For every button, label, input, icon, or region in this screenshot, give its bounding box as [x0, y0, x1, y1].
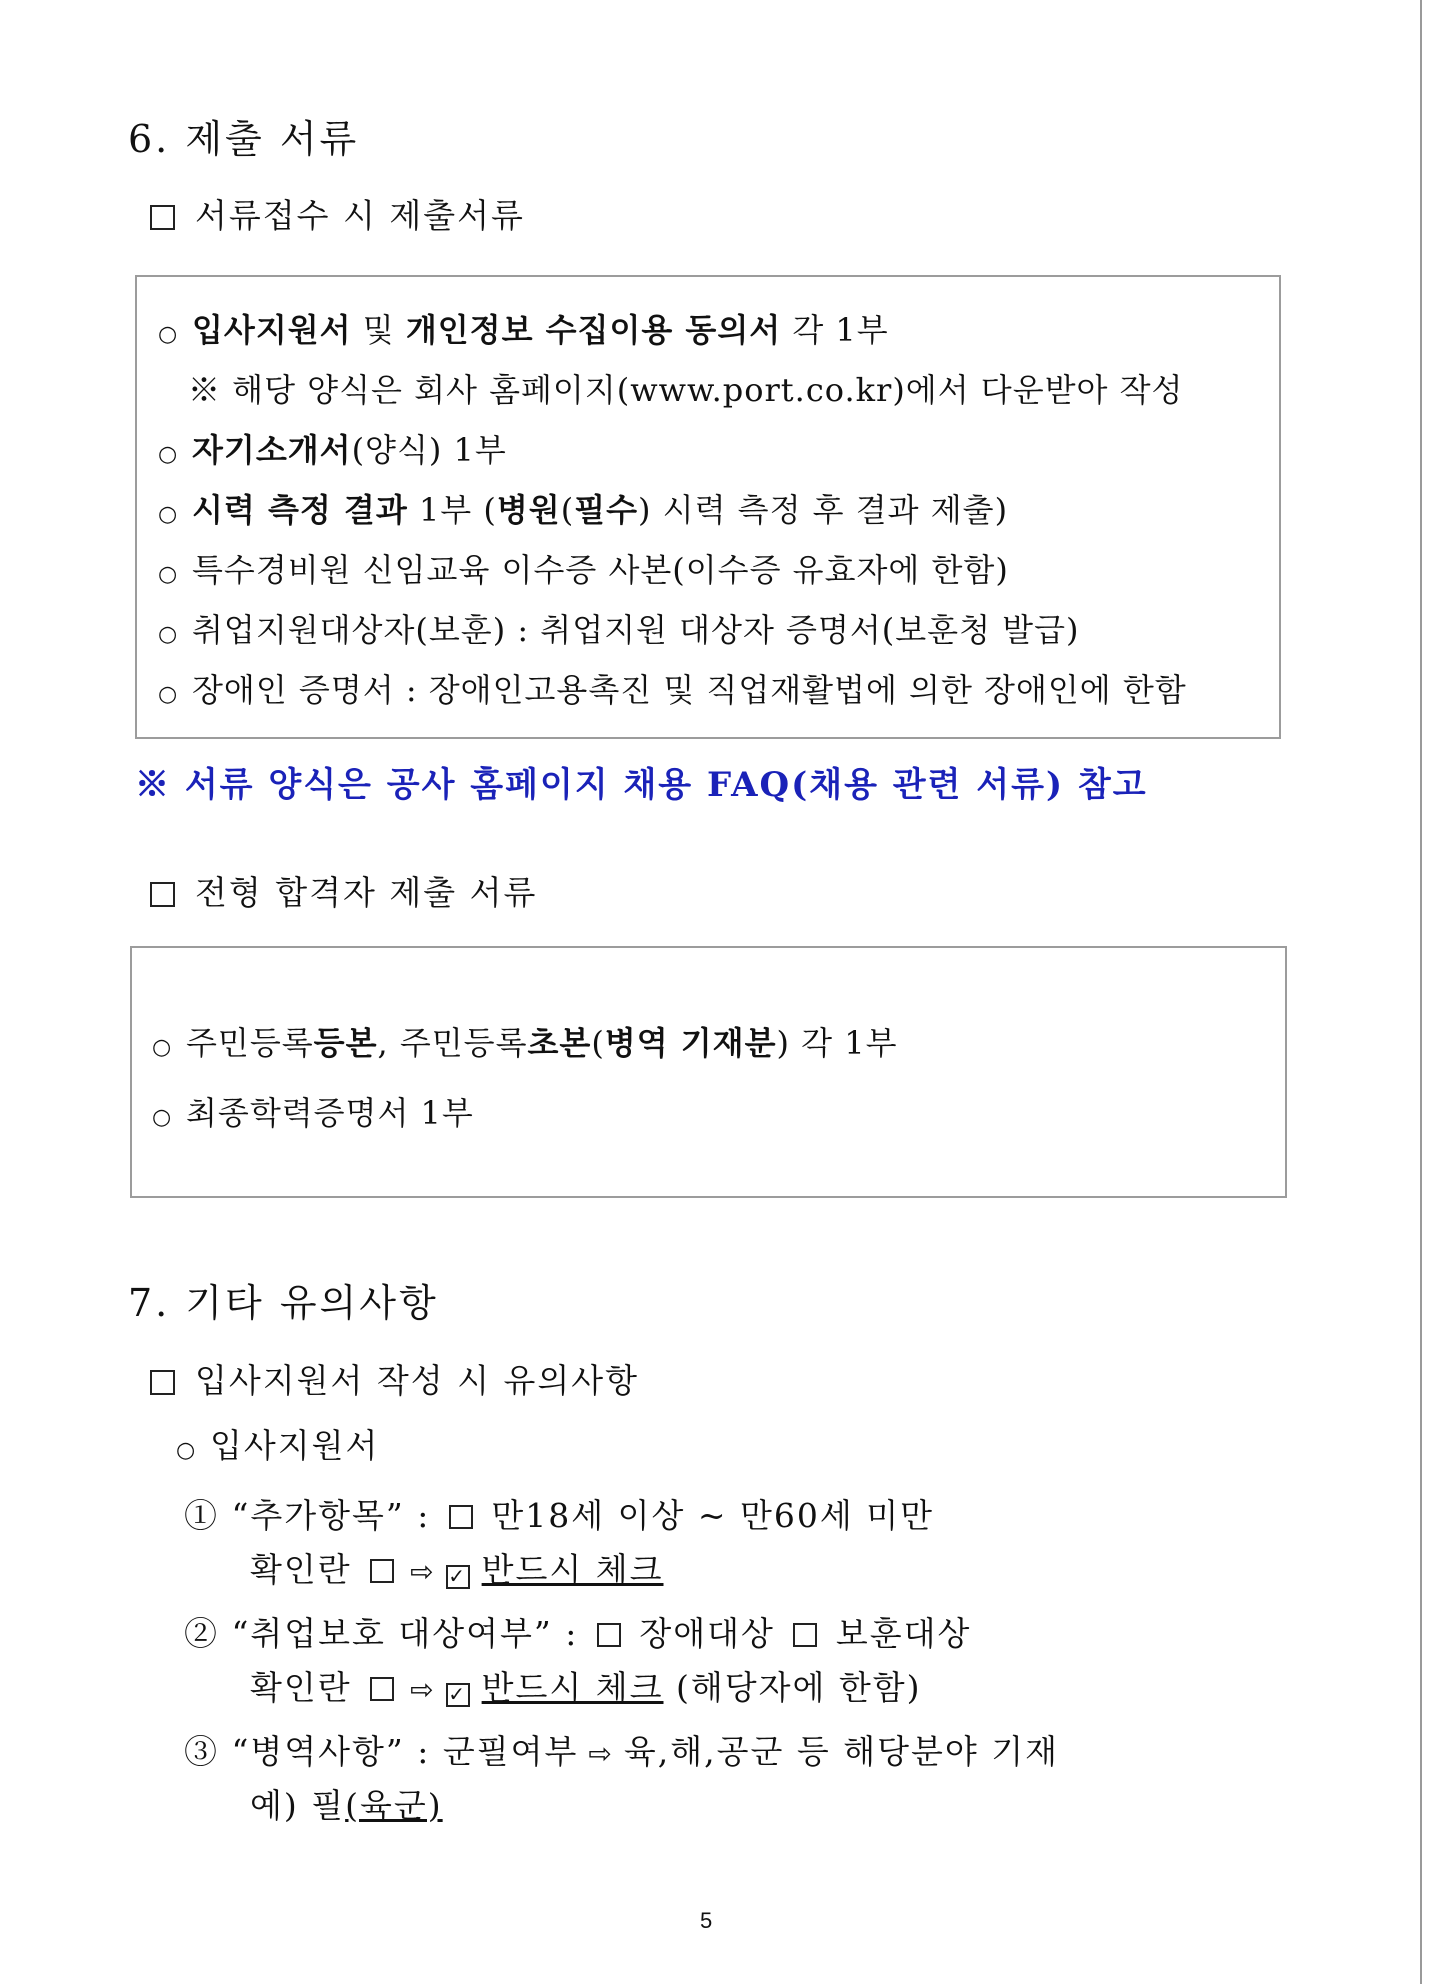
- section7-item: ○ 입사지원서: [176, 1426, 380, 1465]
- bullet-icon: ○: [158, 622, 179, 647]
- section6-sub1: 서류접수 시 제출서류: [150, 190, 525, 237]
- checked-checkbox-icon: ✓: [446, 1683, 470, 1707]
- section6-sub2: 전형 합격자 제출 서류: [150, 867, 537, 914]
- bullet-icon: ○: [158, 502, 179, 527]
- arrow-icon: ⇨: [410, 1673, 436, 1706]
- form-note: ※ 서류 양식은 공사 홈페이지 채용 FAQ(채용 관련 서류) 참고: [135, 765, 1148, 805]
- note-3-example: 예) 필(육군): [250, 1786, 443, 1825]
- checkbox-icon: [597, 1623, 621, 1647]
- note-2-confirm: 확인란 ⇨ ✓ 반드시 체크 (해당자에 한함): [250, 1668, 922, 1707]
- section7-sub1: 입사지원서 작성 시 유의사항: [150, 1355, 639, 1402]
- section7-title: 7. 기타 유의사항: [128, 1281, 439, 1325]
- box2-line2: ○ 최종학력증명서 1부: [152, 1094, 474, 1132]
- bullet-icon: ○: [158, 322, 179, 347]
- bullet-icon: ○: [176, 1438, 198, 1463]
- box1-line4: ○ 시력 측정 결과 1부 (병원(필수) 시력 측정 후 결과 제출): [158, 491, 1009, 529]
- square-icon: [150, 882, 175, 907]
- box1-line1: ○ 입사지원서 및 개인정보 수집이용 동의서 각 1부: [158, 311, 889, 349]
- box1-line6: ○ 취업지원대상자(보훈) : 취업지원 대상자 증명서(보훈청 발급): [158, 611, 1080, 649]
- bullet-icon: ○: [158, 562, 179, 587]
- checkbox-icon: [370, 1559, 394, 1583]
- checkbox-icon: [370, 1677, 394, 1701]
- square-icon: [150, 1370, 175, 1395]
- bullet-icon: ○: [152, 1035, 173, 1060]
- box2-line1: ○ 주민등록등본, 주민등록초본(병역 기재분) 각 1부: [152, 1024, 898, 1062]
- box1-line5: ○ 특수경비원 신임교육 이수증 사본(이수증 유효자에 한함): [158, 551, 1009, 589]
- note-1: ① “추가항목” : 만18세 이상 ~ 만60세 미만: [184, 1496, 934, 1535]
- section6-title: 6. 제출 서류: [128, 117, 360, 161]
- box1-line2: ※ 해당 양식은 회사 홈페이지(www.port.co.kr)에서 다운받아 작성: [188, 371, 1184, 409]
- bullet-icon: ○: [158, 682, 179, 707]
- arrow-icon: ⇨: [410, 1555, 436, 1588]
- box1-line3: ○ 자기소개서(양식) 1부: [158, 431, 507, 469]
- note-1-confirm: 확인란 ⇨ ✓ 반드시 체크: [250, 1550, 664, 1589]
- page-number: 5: [700, 1908, 713, 1933]
- must-check: ✓ 반드시 체크: [446, 1550, 664, 1589]
- note-2: ② “취업보호 대상여부” : 장애대상 보훈대상: [184, 1614, 972, 1653]
- square-icon: [150, 205, 175, 230]
- must-check: ✓ 반드시 체크: [446, 1668, 664, 1707]
- note-3: ③ “병역사항” : 군필여부 ⇨ 육,해,공군 등 해당분야 기재: [184, 1732, 1059, 1771]
- arrow-icon: ⇨: [588, 1737, 614, 1770]
- checkbox-icon: [793, 1623, 817, 1647]
- bullet-icon: ○: [158, 442, 179, 467]
- box1-line7: ○ 장애인 증명서 : 장애인고용촉진 및 직업재활법에 의한 장애인에 한함: [158, 671, 1187, 709]
- documents-box-2: [130, 946, 1287, 1198]
- page-edge: [1420, 0, 1422, 1984]
- checked-checkbox-icon: ✓: [446, 1565, 470, 1589]
- bullet-icon: ○: [152, 1105, 173, 1130]
- checkbox-icon: [449, 1505, 473, 1529]
